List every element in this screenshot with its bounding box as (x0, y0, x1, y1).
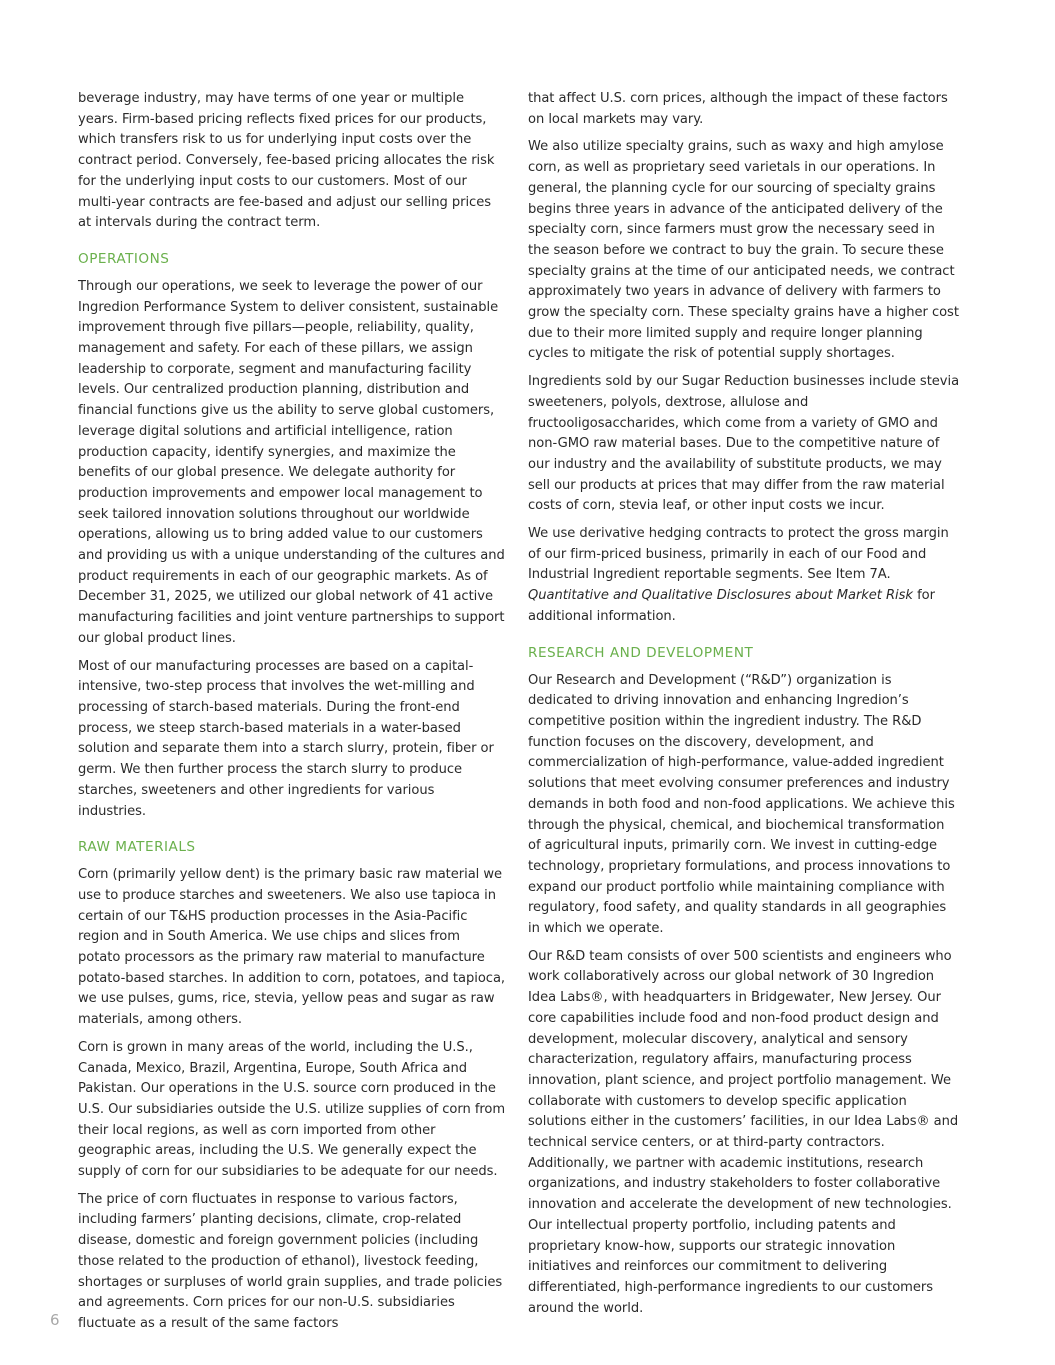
page-number: 6 (50, 1311, 60, 1329)
paragraph-raw-materials-3: The price of corn fluctuates in response to various factors, including farmers’ planting decisions, climate, crop-related disease, domestic and foreign government policies (including those related to the production of ethanol), livestock feeding, shortages or surpluses of world grain supplies, and trade policies and agreements. Corn prices for our non-U.S. subsidiaries fluctuate as a result of the same factors (78, 1191, 503, 1331)
heading-operations: OPERATIONS (78, 250, 170, 267)
paragraph-sugar-reduction: Ingredients sold by our Sugar Reduction businesses include stevia sweeteners, polyols, dextrose, allulose and fructooligosaccharides, which come from a variety of GMO and non-GMO raw material bases. Due to the competitive nature of our industry and the availability of substitute products, we may sell our products at prices that may differ from the raw material costs of corn, stevia leaf, or other input costs we incur. (528, 374, 960, 514)
heading-research-and-development: RESEARCH AND DEVELOPMENT (528, 644, 754, 661)
right-column (528, 89, 960, 1326)
hedging-text-after: for additional information. (528, 588, 935, 624)
paragraph-operations-2: Most of our manufacturing processes are based on a capital-intensive, two-step process that involves the wet-milling and processing of starch-based materials. During the front-end process, we steep starch-based materials in a water-based solution and separate them into a starch slurry, protein, fiber or germ. We then further process the starch slurry to produce starches, sweeteners and other ingredients for various industries. (78, 658, 494, 819)
paragraph-raw-materials-1: Corn (primarily yellow dent) is the primary basic raw material we use to produce starches and sweeteners. We also use tapioca in certain of our T&HS production processes in the Asia-Pacific region and in South America. We use chips and slices from potato processors as the primary raw material to manufacture potato-based starches. In addition to corn, potatoes, and tapioca, we use pulses, gums, rice, stevia, yellow peas and sugar as raw materials, among others. (78, 867, 506, 1028)
paragraph-corn-prices-continued: that affect U.S. corn prices, although the impact of these factors on local markets may vary. (528, 91, 948, 127)
paragraph-rd-2: Our R&D team consists of over 500 scientists and engineers who work collaboratively across our global network of 30 Ingredion Idea Labs®, with headquarters in Bridgewater, New Jersey. Our core capabilities include food and non-food product design and development, molecular discovery, analytical and sensory characterization, regulatory affairs, manufacturing process innovation, plant science, and project portfolio management. We collaborate with customers to develop specific application solutions either in the customers’ facilities, in our Idea Labs® and technical service centers, or at third-party contractors. Additionally, we partner with academic institutions, research organizations, and industry stakeholders to foster collaborative innovation and accelerate the development of new technologies. Our intellectual property portfolio, including patents and proprietary know-how, supports our strategic innovation initiatives and reinforces our commitment to delivering differentiated, high-performance ingredients to our customers around the world. (528, 948, 959, 1316)
hedging-text-before: We use derivative hedging contracts to protect the gross margin of our firm-priced business, primarily in each of our Food and Industrial Ingredient reportable segments. See Item 7A. (528, 526, 949, 583)
paragraph-hedging (528, 524, 960, 628)
paragraph-raw-materials-2: Corn is grown in many areas of the world, including the U.S., Canada, Mexico, Brazil, Argentina, Europe, South Africa and Pakistan. Our operations in the U.S. source corn produced in the U.S. Our subsidiaries outside the U.S. utilize supplies of corn from their local regions, as well as corn imported from other geographic areas, including the U.S. We generally expect the supply of corn for our subsidiaries to be adequate for our needs. (78, 1039, 506, 1180)
item-7a-reference: Quantitative and Qualitative Disclosures about Market Risk (528, 588, 913, 604)
heading-raw-materials: RAW MATERIALS (78, 839, 196, 856)
paragraph-operations-1: Through our operations, we seek to leverage the power of our Ingredion Performance System to deliver consistent, sustainable improvement through five pillars—people, reliability, quality, management and safety. For each of these pillars, we assign leadership to corporate, segment and manufacturing facility levels. Our centralized production planning, distribution and financial functions give us the ability to serve global customers, leverage digital solutions and artificial intelligence, ration production capacity, identify synergies, and maximize the benefits of our global presence. We delegate authority for production improvements and empower local management to seek tailored innovation solutions throughout our worldwide operations, allowing us to bring added value to our customers and providing us with a unique understanding of the cultures and product requirements in each of our geographic markets. As of December 31, 2025, we utilized our global network of 41 active manufacturing facilities and joint venture partnerships to support our global product lines. (78, 278, 505, 646)
paragraph-specialty-grains: We also utilize specialty grains, such as waxy and high amylose corn, as well as proprietary seed varietals in our operations. In general, the planning cycle for our sourcing of specialty grains begins three years in advance of the anticipated delivery of the specialty corn, since farmers must grow the necessary seed in the season before we contract to buy the grain. To secure these specialty grains at the time of our anticipated needs, we contract approximately two years in advance of delivery with farmers to grow the specialty corn. These specialty grains have a higher cost due to their more limited supply and require longer planning cycles to mitigate the risk of potential supply shortages. (528, 139, 959, 362)
paragraph-rd-1: Our Research and Development (“R&D”) organization is dedicated to driving innovation and enhancing Ingredion’s competitive position within the ingredient industry. The R&D function focuses on the discovery, development, and commercialization of high-performance, value-added ingredient solutions that meet evolving consumer preferences and industry demands in both food and non-food applications. We achieve this through the physical, chemical, and biochemical transformation of agricultural inputs, primarily corn. We invest in cutting-edge technology, proprietary formulations, and process innovations to expand our product portfolio while maintaining compliance with regulatory, food safety, and quality standards in all geographies in which we operate. (528, 672, 955, 937)
left-column (78, 89, 506, 1342)
paragraph-pricing-contracts: beverage industry, may have terms of one year or multiple years. Firm-based pricing reflects fixed prices for our products, which transfers risk to us for underlying input costs over the contract period. Conversely, fee-based pricing allocates the risk for the underlying input costs to our customers. Most of our multi-year contracts are fee-based and adjust our selling prices at intervals during the contract term. (78, 91, 495, 231)
